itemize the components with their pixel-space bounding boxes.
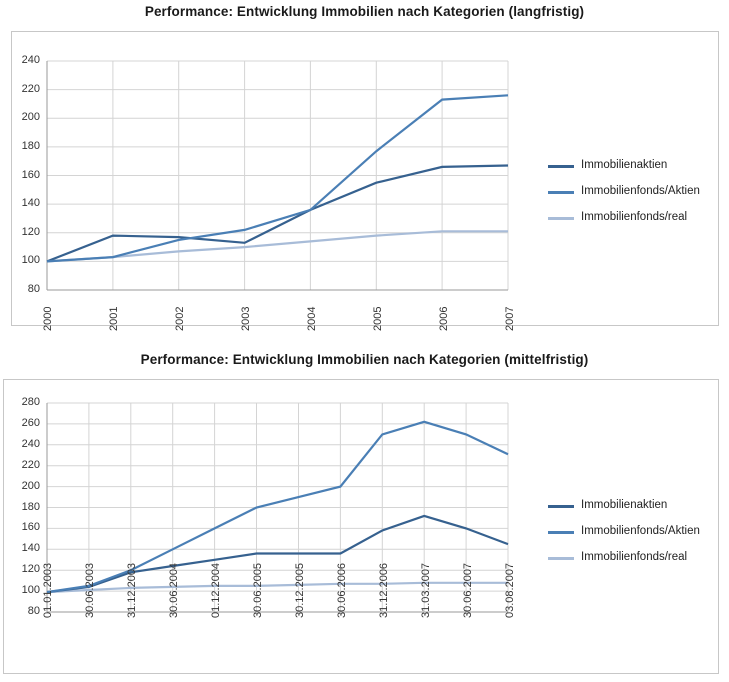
page-title: Performance: Entwicklung Immobilien nach Kategorien (mittelfristig) (140, 352, 589, 367)
y-tick-label: 240 (21, 437, 40, 450)
y-tick-label: 180 (21, 500, 40, 513)
x-tick-label: 2007 (504, 306, 516, 331)
series-line-immobilienaktien (47, 516, 508, 592)
y-tick-label: 260 (21, 416, 40, 429)
y-tick-label: 220 (21, 82, 40, 95)
y-tick-label: 140 (21, 542, 40, 555)
y-tick-label: 100 (21, 584, 40, 597)
legend-label: Immobilienaktien (581, 159, 668, 172)
legend-item (548, 519, 700, 545)
page-title: Performance: Entwicklung Immobilien nach Kategorien (langfristig) (144, 4, 585, 19)
legend-swatch-icon (548, 191, 574, 194)
x-tick-label: 2004 (306, 306, 318, 331)
x-tick-label: 2000 (42, 306, 54, 331)
y-tick-label: 160 (21, 521, 40, 534)
x-tick-label: 01.01.2003 (42, 562, 54, 618)
y-tick-label: 120 (21, 225, 40, 238)
legend-swatch-icon (548, 165, 574, 168)
legend-item (548, 545, 700, 571)
y-tick-label: 220 (21, 458, 40, 471)
legend-swatch-icon (548, 505, 574, 508)
legend-mittelfristig (548, 493, 700, 571)
legend-swatch-icon (548, 217, 574, 220)
x-tick-label: 30.06.2004 (168, 562, 180, 618)
y-tick-label: 80 (27, 605, 40, 617)
legend-swatch-icon (548, 531, 574, 534)
legend-item (548, 493, 700, 519)
series-line-immobilienfonds-aktien (47, 422, 508, 592)
y-tick-label: 80 (27, 283, 40, 295)
x-tick-label: 03.08.2007 (504, 562, 516, 618)
chart-mittelfristig (0, 348, 729, 682)
x-tick-label: 30.12.2005 (294, 562, 306, 618)
legend-item (548, 153, 700, 179)
x-tick-label: 30.06.2006 (336, 562, 348, 618)
legend-item (548, 179, 700, 205)
y-tick-label: 120 (21, 563, 40, 576)
y-tick-label: 100 (21, 254, 40, 267)
y-tick-label: 160 (21, 168, 40, 181)
x-tick-label: 31.12.2006 (378, 562, 390, 618)
y-tick-label: 280 (21, 396, 40, 408)
legend-label: Immobilienfonds/real (581, 211, 688, 224)
x-tick-label: 2006 (438, 306, 450, 331)
x-tick-label: 31.03.2007 (420, 562, 432, 618)
y-tick-label: 200 (21, 111, 40, 124)
legend-label: Immobilienaktien (581, 499, 668, 512)
legend-langfristig (548, 153, 700, 231)
x-tick-label: 2002 (174, 306, 186, 331)
y-tick-label: 200 (21, 479, 40, 492)
x-tick-label: 31.12.2003 (126, 562, 138, 618)
x-tick-label: 30.06.2005 (252, 562, 264, 618)
y-tick-label: 240 (21, 54, 40, 66)
legend-swatch-icon (548, 557, 574, 560)
chart-langfristig (0, 0, 729, 330)
x-tick-label: 2005 (372, 306, 384, 331)
legend-label: Immobilienfonds/Aktien (581, 185, 700, 198)
y-tick-label: 180 (21, 139, 40, 152)
y-tick-label: 140 (21, 197, 40, 210)
x-tick-label: 30.06.2007 (462, 562, 474, 618)
legend-item (548, 205, 700, 231)
x-tick-label: 2003 (240, 306, 252, 331)
gridlines (47, 403, 508, 612)
legend-label: Immobilienfonds/Aktien (581, 525, 700, 538)
x-tick-label: 30.06.2003 (84, 562, 96, 618)
x-tick-label: 2001 (108, 306, 120, 331)
x-tick-label: 01.12.2004 (210, 562, 222, 618)
series-line-immobilienaktien (47, 166, 508, 262)
legend-label: Immobilienfonds/real (581, 551, 688, 564)
